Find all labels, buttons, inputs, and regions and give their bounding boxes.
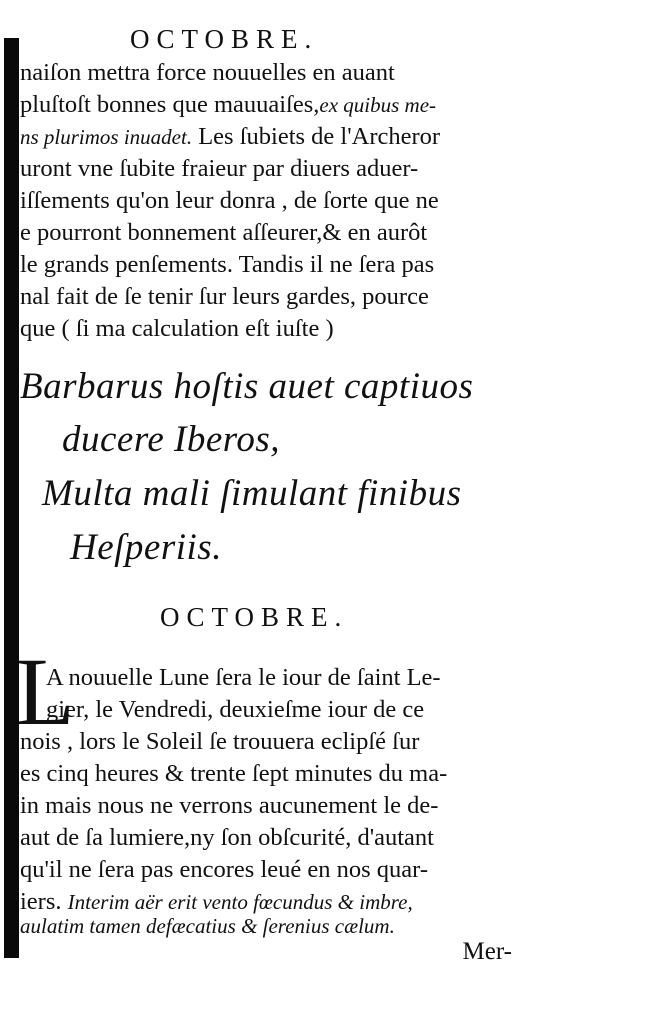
text-line (20, 122, 440, 152)
verse-line: Heſperiis. (70, 527, 222, 568)
text-line: naiſon mettra force nouuelles en auant (20, 59, 395, 86)
text-line: uront vne ſubite fraieur par diuers aduer- (20, 155, 419, 182)
text-line: e pourront bonnement aſſeurer,& en aurôt (20, 219, 428, 246)
book-page (16, 0, 520, 1024)
text-line: nois , lors le Soleil ſe trouuera eclipſé ſur (20, 728, 420, 755)
verse-line: ducere Iberos, (62, 419, 280, 460)
text-line (20, 90, 436, 120)
text-line: le grands penſements. Tandis il ne ſera pas (20, 251, 435, 278)
text-line: aut de ſa lumiere,ny ſon obſcurité, d'autant (20, 824, 434, 851)
binding-edge (4, 38, 19, 958)
text-line: in mais nous ne verrons aucunement le de- (20, 792, 439, 819)
latin-phrase: Interim aër erit vento fœcundus & imbre, (67, 890, 413, 914)
drop-cap: L (16, 638, 75, 745)
text-line: es cinq heures & trente ſept minutes du ma- (20, 760, 448, 787)
latin-phrase: ex quibus me- (319, 93, 437, 117)
text-line: iſſements qu'on leur donra , de ſorte que ne (20, 187, 439, 214)
latin-phrase: ns plurimos inuadet. (20, 125, 193, 149)
text-line: nal fait de ſe tenir ſur leurs gardes, pource (20, 283, 429, 310)
running-head: OCTOBRE. (130, 24, 319, 54)
text-line: qu'il ne ſera pas encores leué en nos quar- (20, 856, 429, 883)
section-title: OCTOBRE. (160, 602, 349, 632)
text-line: que ( ſi ma calculation eſt iuſte ) (20, 315, 334, 342)
text-segment: pluſtoſt bonnes que mauuaiſes, (20, 91, 320, 118)
verse-line: Barbarus hoſtis auet captiuos (20, 366, 474, 407)
text-line (20, 911, 395, 941)
latin-phrase: aulatim tamen defæcatius & ſerenius cælum. (20, 914, 395, 938)
text-segment: iers. (20, 888, 62, 915)
catchword: Mer- (462, 938, 512, 965)
text-line: gier, le Vendredi, deuxieſme iour de ce (46, 696, 425, 723)
verse-line: Multa mali ſimulant finibus (42, 473, 462, 514)
text-line: A nouuelle Lune ſera le iour de ſaint Le- (46, 664, 441, 691)
text-segment: Les ſubiets de l'Archeror (192, 123, 441, 150)
